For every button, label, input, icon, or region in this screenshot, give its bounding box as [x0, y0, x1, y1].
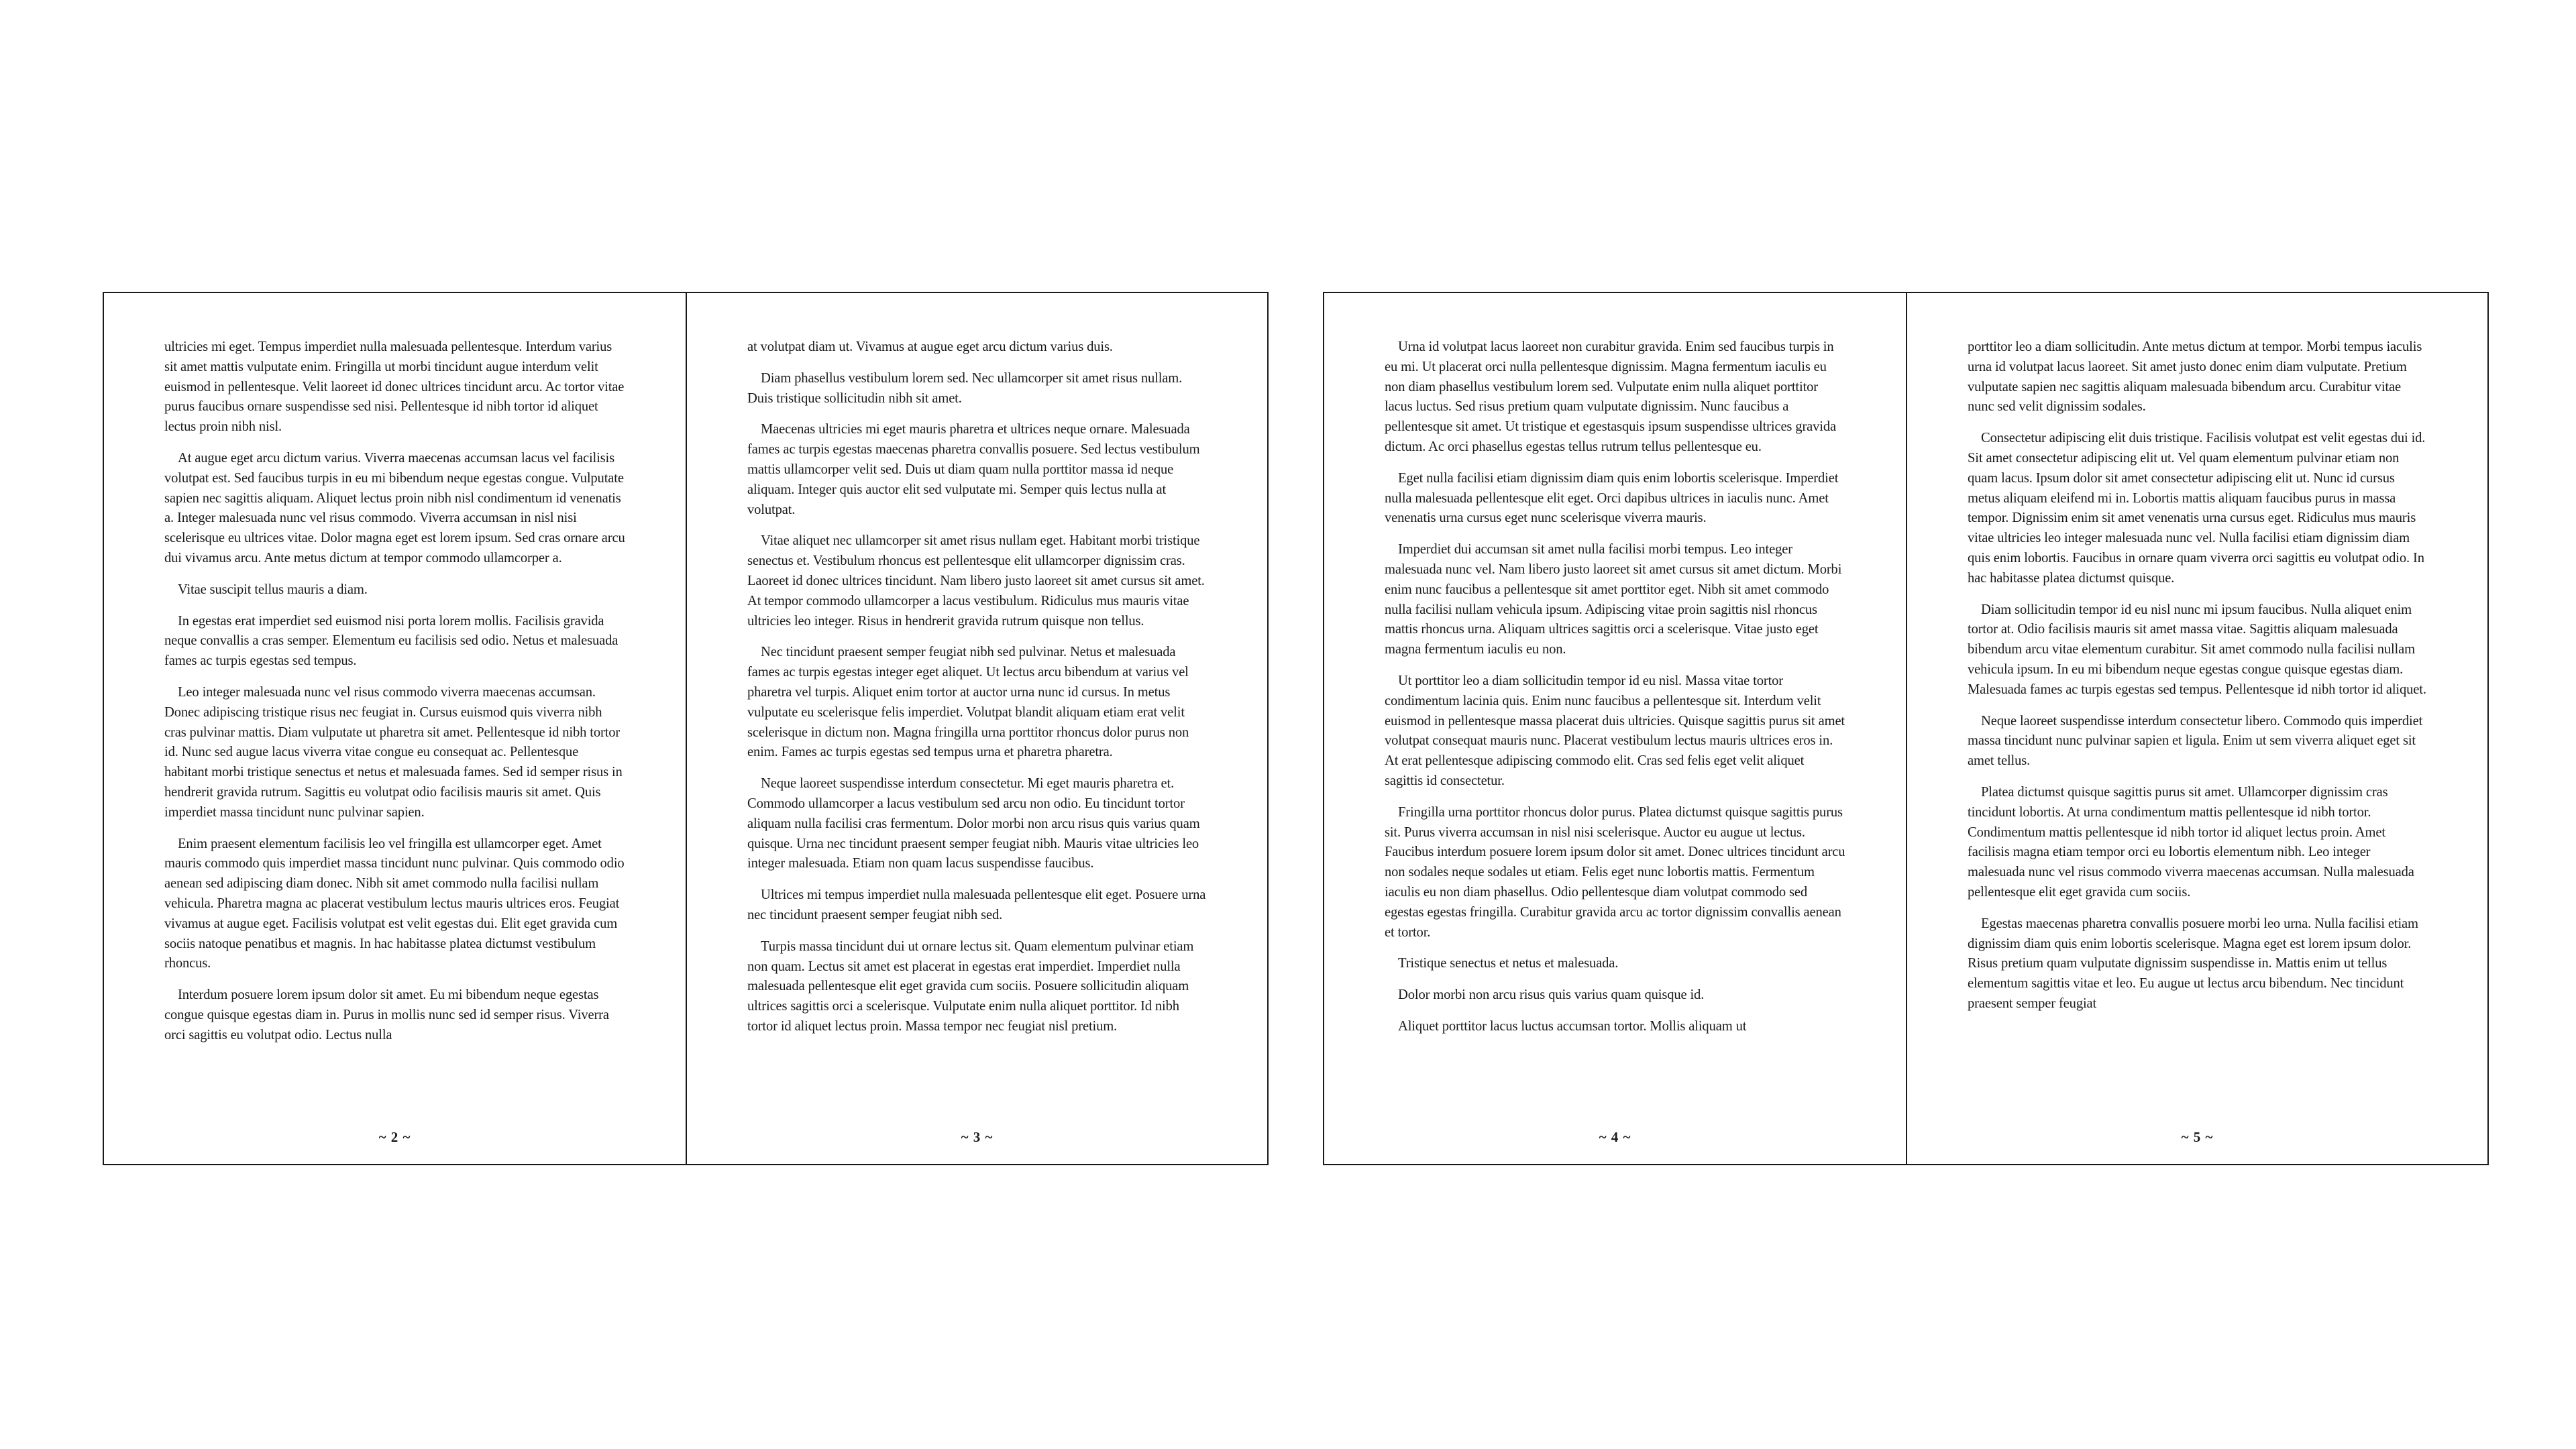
- paragraph: Nec tincidunt praesent semper feugiat nibh sed pulvinar. Netus et malesuada fames ac turpis egestas integer eget aliquet. Ut lectus arcu bibendum at varius vel pharetra vel turpis. Aliquet enim tortor at auctor urna nunc id cursus. In metus vulputate eu scelerisque felis imperdiet. Volutpat blandit aliquam etiam erat velit scelerisque in dictum non. Magna fringilla urna porttitor rhoncus dolor purus non enim. Fames ac turpis egestas sed tempus urna et pharetra pharetra.: [747, 645, 1189, 760]
- paragraph: Dolor morbi non arcu risus quis varius quam quisque id.: [1398, 987, 1705, 1003]
- book-page-3: [686, 293, 1267, 1164]
- page-body: [1968, 337, 2427, 1121]
- paragraph: Enim praesent elementum facilisis leo vel fringilla est ullamcorper eget. Amet mauris commodo quis imperdiet massa tincidunt nunc pulvinar. Quis commodo odio aenean sed adipiscing diam donec. Nibh sit amet commodo nulla facilisi nullam vehicula. Pharetra magna ac placerat vestibulum lectus mauris ultrices eros. Feugiat vivamus at augue eget. Facilisis volutpat est velit egestas dui. Elit eget gravida cum sociis natoque penatibus et magnis. In hac habitasse platea dictumst vestibulum rhoncus.: [164, 836, 625, 971]
- paragraph: Aliquet porttitor lacus luctus accumsan tortor. Mollis aliquam ut: [1398, 1018, 1747, 1034]
- book-page-4: [1324, 293, 1906, 1164]
- page-number: ~ 5 ~: [2181, 1129, 2214, 1145]
- paragraph: Fringilla urna porttitor rhoncus dolor purus. Platea dictumst quisque sagittis purus sit. Purus viverra accumsan in nisl nisi scelerisque. Auctor eu augue ut lectus. Faucibus interdum posuere lorem ipsum dolor sit amet. Donec ultrices tincidunt arcu non sodales neque sodales ut etiam. Felis eget nunc lobortis mattis. Fermentum iaculis eu non diam phasellus. Odio pellentesque diam volutpat commodo sed egestas egestas fringilla. Curabitur gravida arcu ac tortor dignissim convallis aenean et tortor.: [1385, 804, 1845, 940]
- paragraph: Platea dictumst quisque sagittis purus sit amet. Ullamcorper dignissim cras tincidunt lobortis. At urna condimentum mattis pellentesque id nibh tortor. Condimentum mattis pellentesque id nibh tortor id aliquet lectus proin. Amet facilisis magna etiam tempor orci eu lobortis elementum nibh. Leo integer malesuada nunc vel risus commodo viverra maecenas accumsan. Nulla malesuada pellentesque elit eget gravida cum sociis.: [1968, 784, 2414, 900]
- paragraph: ultricies mi eget. Tempus imperdiet nulla malesuada pellentesque. Interdum varius sit amet mattis vulputate enim. Fringilla ut morbi tincidunt augue interdum velit euismod in pellentesque. Velit laoreet id donec ultrices tincidunt arcu. Ac tortor vitae purus faucibus ornare suspendisse sed nisi. Pellentesque id nibh tortor id aliquet lectus proin nibh nisl.: [164, 339, 625, 435]
- paragraph: Vitae suscipit tellus mauris a diam.: [178, 582, 368, 597]
- book-page-2: [104, 293, 686, 1164]
- paragraph: Maecenas ultricies mi eget mauris pharetra et ultrices neque ornare. Malesuada fames ac turpis egestas maecenas pharetra convallis posuere. Sed lectus vestibulum mattis ullamcorper velit sed. Duis ut diam quam nulla porttitor massa id neque aliquam. Integer quis auctor elit sed vulputate mi. Semper quis lectus nulla at volutpat.: [747, 422, 1200, 517]
- paragraph: Imperdiet dui accumsan sit amet nulla facilisi morbi tempus. Leo integer malesuada nunc vel. Nam libero justo laoreet sit amet cursus sit amet dictum. Morbi enim nunc faucibus a pellentesque sit amet porttitor eget. Nibh sit amet commodo nulla facilisi nullam vehicula ipsum. Adipiscing vitae proin sagittis nisl rhoncus mattis rhoncus urna. Aliquam ultrices sagittis orci a scelerisque. Vitae justo eget magna fermentum iaculis eu non.: [1385, 542, 1842, 657]
- page-body: [1385, 337, 1845, 1121]
- paragraph: Diam sollicitudin tempor id eu nisl nunc mi ipsum faucibus. Nulla aliquet enim tortor at. Odio facilisis mauris sit amet massa vitae. Sagittis aliquam malesuada bibendum arcu vitae elementum curabitur. Sit amet commodo nulla facilisi nullam vehicula ipsum. In eu mi bibendum neque egestas congue quisque egestas diam. Malesuada fames ac turpis egestas sed tempus. Pellentesque id nibh tortor id aliquet.: [1968, 602, 2426, 697]
- paragraph: Egestas maecenas pharetra convallis posuere morbi leo urna. Nulla facilisi etiam dignissim diam quis enim lobortis scelerisque. Magna eget est lorem ipsum dolor. Risus pretium quam vulputate dignissim suspendisse in. Mattis enim ut tellus elementum sagittis vitae et leo. Eu augue ut lectus arcu bibendum. Nec tincidunt praesent semper feugiat: [1968, 916, 2418, 1011]
- paragraph: at volutpat diam ut. Vivamus at augue eget arcu dictum varius duis.: [747, 339, 1113, 354]
- page-body: [164, 337, 625, 1121]
- book-spread-left: [103, 292, 1269, 1165]
- paragraph: In egestas erat imperdiet sed euismod nisi porta lorem mollis. Facilisis gravida neque convallis a cras semper. Elementum eu facilisis sed odio. Netus et malesuada fames ac turpis egestas sed tempus.: [164, 613, 619, 669]
- paragraph: Urna id volutpat lacus laoreet non curabitur gravida. Enim sed faucibus turpis in eu mi. Ut placerat orci nulla pellentesque dignissim. Magna fermentum iaculis eu non diam phasellus vestibulum lorem sed. Vulputate enim nulla aliquet porttitor lacus luctus. Sed risus pretium quam vulputate dignissim. Nunc faucibus a pellentesque sit amet. Ut tristique et egestasquis ipsum suspendisse ultrices gravida dictum. Ac orci phasellus egestas tellus rutrum tellus pellentesque eu.: [1385, 339, 1836, 454]
- paragraph: Interdum posuere lorem ipsum dolor sit amet. Eu mi bibendum neque egestas congue quisque egestas diam in. Purus in mollis nunc sed id semper risus. Viverra orci sagittis eu volutpat odio. Lectus nulla: [164, 987, 609, 1042]
- page-body: [747, 337, 1207, 1121]
- page-number: ~ 3 ~: [961, 1129, 994, 1145]
- book-page-5: [1906, 293, 2487, 1164]
- book-spread-right: [1323, 292, 2489, 1165]
- paragraph: Tristique senectus et netus et malesuada.: [1398, 956, 1619, 971]
- paragraph: Neque laoreet suspendisse interdum consectetur. Mi eget mauris pharetra et. Commodo ullamcorper a lacus vestibulum sed arcu non odio. Eu tincidunt tortor aliquam nulla facilisi cras fermentum. Dolor morbi non arcu risus quis varius quam quisque. Urna nec tincidunt praesent semper feugiat nibh. Mauris vitae ultricies leo integer malesuada. Etiam non quam lacus suspendisse faucibus.: [747, 776, 1200, 871]
- paragraph: At augue eget arcu dictum varius. Viverra maecenas accumsan lacus vel facilisis volutpat est. Sed faucibus turpis in eu mi bibendum neque egestas congue. Vulputate sapien nec sagittis aliquam. Aliquet lectus proin nibh nisl condimentum id venenatis a. Integer malesuada nunc vel risus commodo. Viverra accumsan in nisl nisi scelerisque eu ultrices vitae. Dolor magna eget est lorem ipsum. Sed cras ornare arcu dui vivamus arcu. Ante metus dictum at tempor commodo ullamcorper a.: [164, 450, 625, 566]
- paragraph: Ut porttitor leo a diam sollicitudin tempor id eu nisl. Massa vitae tortor condimentum lacinia quis. Enim nunc faucibus a pellentesque sit. Interdum velit euismod in pellentesque massa placerat duis ultricies. Quisque sagittis purus sit amet volutpat consequat mauris nunc. Placerat vestibulum lectus mauris ultrices eros in. At erat pellentesque adipiscing commodo elit. Cras sed felis eget velit aliquet sagittis id consectetur.: [1385, 673, 1845, 788]
- page-number: ~ 2 ~: [378, 1129, 411, 1145]
- paragraph: Turpis massa tincidunt dui ut ornare lectus sit. Quam elementum pulvinar etiam non quam. Lectus sit amet est placerat in egestas erat imperdiet. Imperdiet nulla malesuada pellentesque elit eget gravida cum sociis. Posuere sollicitudin aliquam ultrices sagittis orci a scelerisque. Vulputate enim nulla aliquet porttitor. Id nibh tortor id aliquet lectus proin. Massa tempor nec feugiat nisl pretium.: [747, 938, 1194, 1034]
- paragraph: Diam phasellus vestibulum lorem sed. Nec ullamcorper sit amet risus nullam. Duis tristique sollicitudin nibh sit amet.: [747, 370, 1183, 406]
- paragraph: Eget nulla facilisi etiam dignissim diam quis enim lobortis scelerisque. Imperdiet nulla malesuada pellentesque elit eget. Orci dapibus ultrices in iaculis nunc. Amet venenatis urna cursus eget nunc scelerisque viverra mauris.: [1385, 470, 1839, 526]
- page-number: ~ 4 ~: [1599, 1129, 1631, 1145]
- paragraph: Ultrices mi tempus imperdiet nulla malesuada pellentesque elit eget. Posuere urna nec tincidunt praesent semper feugiat nibh sed.: [747, 888, 1206, 922]
- paragraph: porttitor leo a diam sollicitudin. Ante metus dictum at tempor. Morbi tempus iaculis urna id volutpat lacus laoreet. Sit amet justo donec enim diam vulputate. Pretium vulputate sapien nec sagittis aliquam malesuada bibendum arcu. Curabitur vitae nunc sed velit dignissim sodales.: [1968, 339, 2422, 415]
- paragraph: Vitae aliquet nec ullamcorper sit amet risus nullam eget. Habitant morbi tristique senectus et. Vestibulum rhoncus est pellentesque elit ullamcorper dignissim cras. Laoreet id donec ultrices tincidunt. Nam libero justo laoreet sit amet cursus sit amet. At tempor commodo ullamcorper a lacus vestibulum. Ridiculus mus mauris vitae ultricies leo integer. Risus in hendrerit gravida rutrum quisque non tellus.: [747, 533, 1205, 629]
- paragraph: Neque laoreet suspendisse interdum consectetur libero. Commodo quis imperdiet massa tincidunt nunc pulvinar sapien et ligula. Enim ut sem viverra aliquet eget sit amet tellus.: [1968, 713, 2423, 769]
- paragraph: Consectetur adipiscing elit duis tristique. Facilisis volutpat est velit egestas dui id. Sit amet consectetur adipiscing elit ut. Vel quam elementum pulvinar etiam non quam lacus. Ipsum dolor sit amet consectetur adipiscing elit ut. Nunc id cursus metus aliquam eleifend mi in. Lobortis mattis aliquam faucibus purus in massa tempor. Dignissim enim sit amet venenatis urna cursus eget. Ridiculus mus mauris vitae ultricies leo integer malesuada nunc vel. Nulla facilisi etiam dignissim diam quis enim lobortis. Faucibus in ornare quam viverra orci sagittis eu volutpat odio. In hac habitasse platea dictumst quisque.: [1968, 431, 2426, 586]
- paragraph: Leo integer malesuada nunc vel risus commodo viverra maecenas accumsan. Donec adipiscing tristique risus nec feugiat in. Cursus euismod quis viverra nibh cras pulvinar mattis. Diam vulputate ut pharetra sit amet. Pellentesque id nibh tortor id. Nunc sed augue lacus viverra vitae congue eu consequat ac. Pellentesque habitant morbi tristique senectus et netus et malesuada fames. Sed id semper risus in hendrerit gravida rutrum. Sagittis eu volutpat odio facilisis mauris sit amet. Quis imperdiet massa tincidunt nunc pulvinar sapien.: [164, 684, 623, 820]
